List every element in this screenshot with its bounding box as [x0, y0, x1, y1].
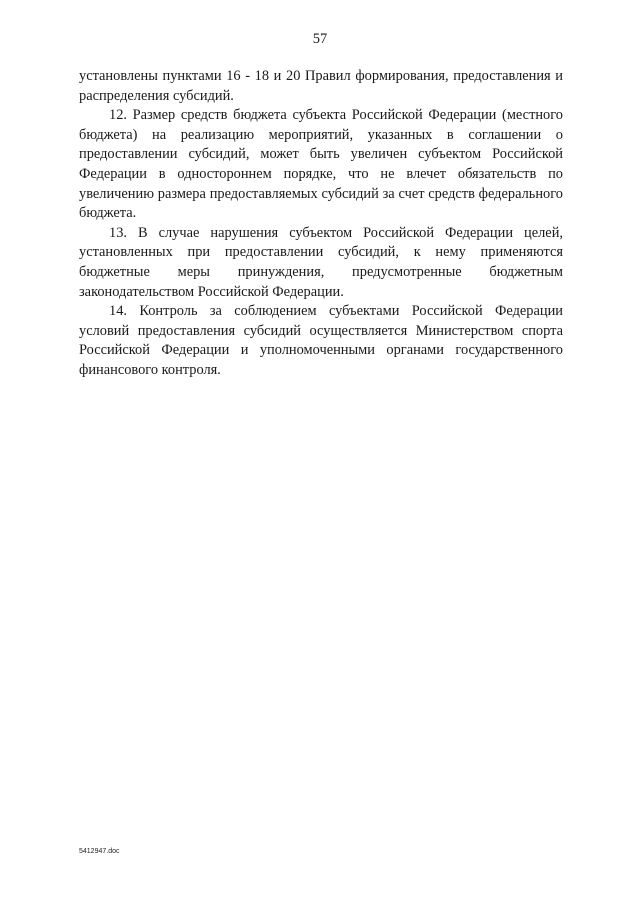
paragraph-14: 14. Контроль за соблюдением субъектами Российской Федерации условий предоставления субсидий осуществляется Министерством спорта Российской Федерации и уполномоченными органами государственного финансового контроля. [79, 303, 563, 378]
page-number: 57 [312, 31, 328, 47]
document-body [79, 67, 563, 381]
paragraph-continuation: установлены пунктами 16 - 18 и 20 Правил формирования, предоставления и распределения субсидий. [79, 68, 563, 104]
paragraph-13: 13. В случае нарушения субъектом Российской Федерации целей, установленных при предоставлении субсидий, к нему применяются бюджетные меры принуждения, предусмотренные бюджетным законодательством Российской Федерации. [79, 224, 563, 300]
paragraph-12: 12. Размер средств бюджета субъекта Российской Федерации (местного бюджета) на реализацию мероприятий, указанных в соглашении о предоставлении субсидий, может быть увеличен субъектом Российской Федерации в одностороннем порядке, что не влечет обязательств по увеличению размера предоставляемых субсидий за счет средств федерального бюджета. [79, 107, 563, 222]
footer-doc-code: 5412947.doc [79, 848, 120, 855]
